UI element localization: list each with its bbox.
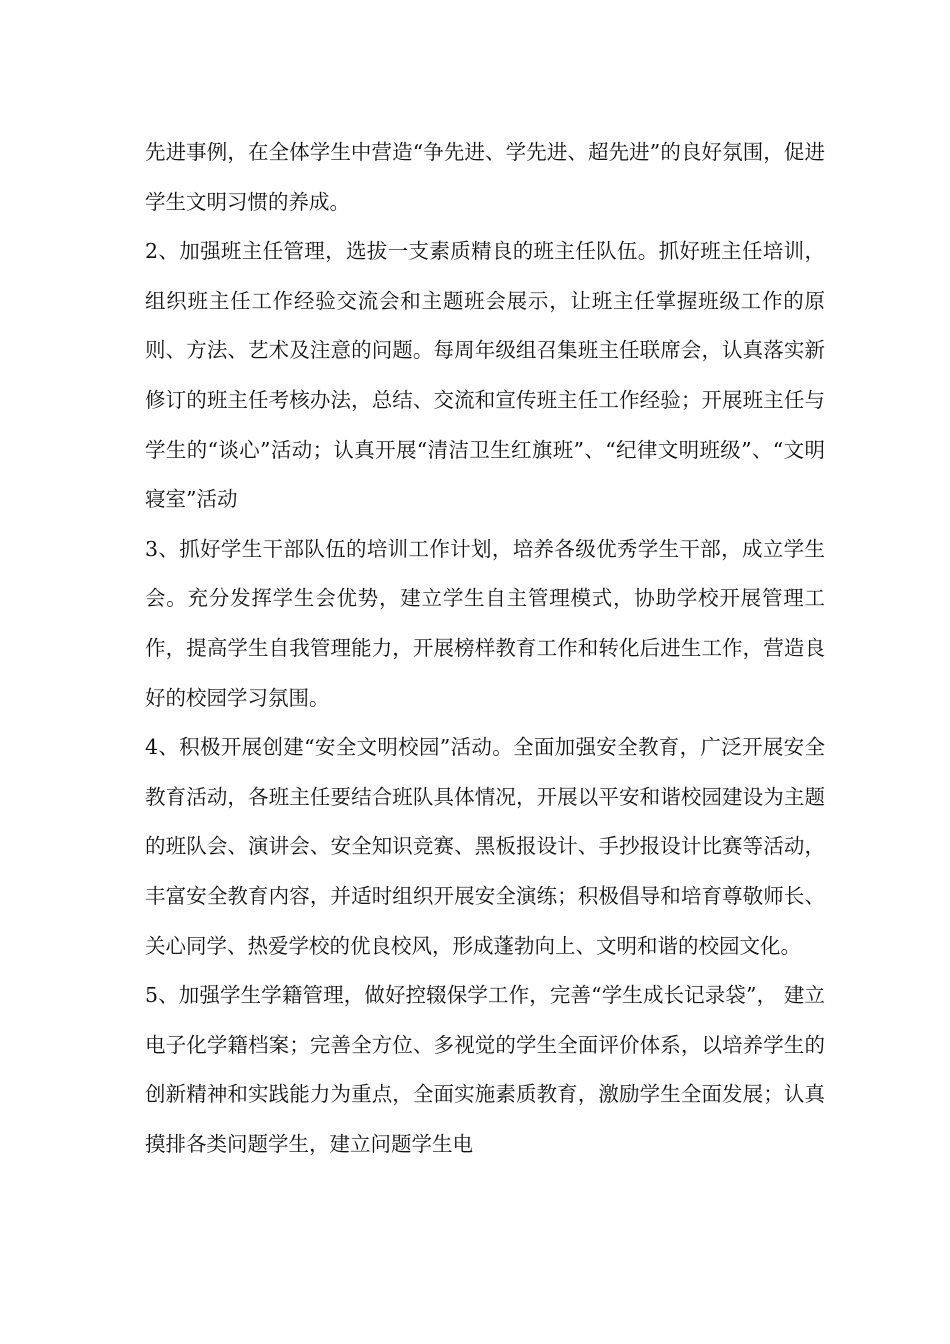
- paragraph-item-5: 5、加强学生学籍管理，做好控辍保学工作，完善“学生成长记录袋”， 建立电子化学籍档案；完善全方位、多视觉的学生全面评价体系，以培养学生的创新精神和实践能力为重点，全面实施素质教育，激励学生全面发展；认真摸排各类问题学生，建立问题学生电: [145, 983, 825, 1156]
- paragraph-item-3: 3、抓好学生干部队伍的培训工作计划，培养各级优秀学生干部，成立学生会。充分发挥学生会优势，建立学生自主管理模式，协助学校开展管理工作，提高学生自我管理能力，开展榜样教育工作和转化后进生工作，营造良好的校园学习氛围。: [145, 536, 825, 710]
- paragraph-item-4: 4、积极开展创建“安全文明校园”活动。全面加强安全教育，广泛开展安全教育活动，各班主任要结合班队具体情况，开展以平安和谐校园建设为主题的班队会、演讲会、安全知识竞赛、黑板报设计、手抄报设计比赛等活动，丰富安全教育内容，并适时组织开展安全演练；积极倡导和培育尊敬师长、关心同学、热爱学校的优良校风，形成蓬勃向上、文明和谐的校园文化。: [145, 735, 825, 958]
- paragraph-continuation: 先进事例，在全体学生中营造“争先进、学先进、超先进”的良好氛围，促进学生文明习惯的养成。: [145, 140, 825, 214]
- paragraph-item-2: 2、加强班主任管理，选拔一支素质精良的班主任队伍。抓好班主任培训，组织班主任工作经验交流会和主题班会展示，让班主任掌握班级工作的原则、方法、艺术及注意的问题。每周年级组召集班主任联席会，认真落实新修订的班主任考核办法，总结、交流和宣传班主任工作经验；开展班主任与学生的“谈心”活动；认真开展“清洁卫生红旗班”、“纪律文明班级”、“文明寝室”活动: [145, 239, 825, 512]
- document-body: [145, 128, 825, 1169]
